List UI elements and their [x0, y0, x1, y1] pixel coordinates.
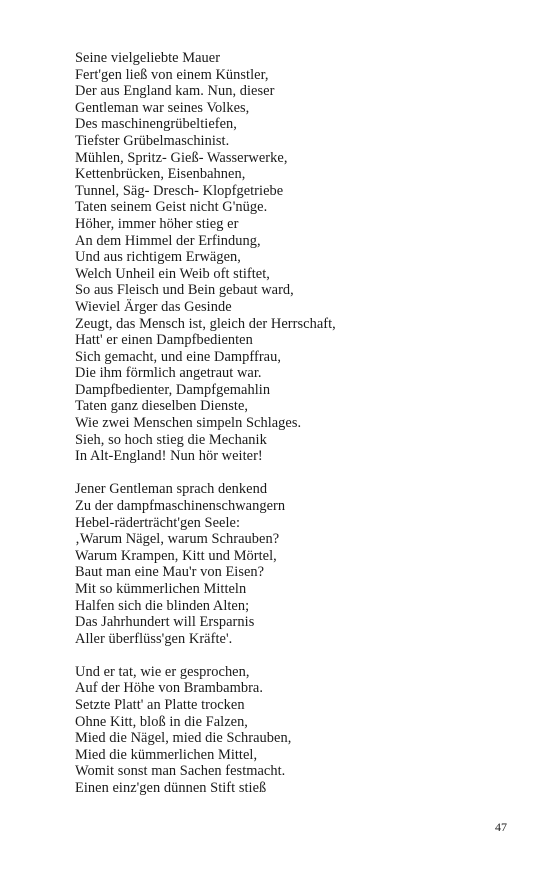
- poem-line: Einen einz'gen dünnen Stift stieß: [75, 779, 267, 796]
- poem-line: Und aus richtigem Erwägen,: [75, 249, 241, 266]
- poem-line: Dampfbedienter, Dampfgemahlin: [75, 381, 271, 398]
- poem-line: Halfen sich die blinden Alten;: [75, 597, 250, 614]
- poem-line: Tunnel, Säg- Dresch- Klopfgetriebe: [75, 182, 284, 199]
- poem-line: Warum Krampen, Kitt und Mörtel,: [75, 547, 277, 564]
- poem-line: So aus Fleisch und Bein gebaut ward,: [75, 282, 294, 299]
- poem-line: Aller überflüss'gen Kräfte'.: [75, 630, 233, 647]
- poem-line: Womit sonst man Sachen festmacht.: [75, 763, 286, 780]
- poem-line: Sich gemacht, und eine Dampffrau,: [75, 348, 281, 365]
- poem-line: Setzte Platt' an Platte trocken: [75, 696, 245, 713]
- poem-line: ‚Warum Nägel, warum Schrauben?: [75, 531, 280, 548]
- poem-line: Zu der dampfmaschinenschwangern: [75, 497, 286, 514]
- page-number: 47: [495, 820, 507, 834]
- poem-line: Hatt' er einen Dampfbedienten: [75, 332, 253, 349]
- poem-line: Mied die Nägel, mied die Schrauben,: [75, 730, 292, 747]
- poem-line: Und er tat, wie er gesprochen,: [75, 663, 250, 680]
- poem-line: Wie zwei Menschen simpeln Schlages.: [75, 415, 302, 432]
- poem-line: Auf der Höhe von Brambambra.: [75, 680, 264, 697]
- poem-line: Zeugt, das Mensch ist, gleich der Herrschaft,: [75, 315, 336, 332]
- poem-line: Die ihm förmlich angetraut war.: [75, 365, 262, 382]
- poem-line: Sieh, so hoch stieg die Mechanik: [75, 431, 267, 448]
- poem-line: Fert'gen ließ von einem Künstler,: [75, 66, 269, 83]
- stanza-3: [75, 664, 515, 797]
- poem-line: Seine vielgeliebte Mauer: [75, 50, 221, 66]
- stanza-2: [75, 481, 515, 647]
- poem-line: An dem Himmel der Erfindung,: [75, 232, 261, 249]
- poem-line: Jener Gentleman sprach denkend: [75, 481, 268, 498]
- poem-line: Baut man eine Mau'r von Eisen?: [75, 564, 265, 581]
- poem-line: Taten seinem Geist nicht G'nüge.: [75, 199, 268, 216]
- poem-line: Höher, immer höher stieg er: [75, 215, 239, 232]
- poem-line: Mühlen, Spritz- Gieß- Wasserwerke,: [75, 149, 288, 166]
- poem-line: Mit so kümmerlichen Mitteln: [75, 580, 247, 597]
- poem-line: Wieviel Ärger das Gesinde: [75, 298, 232, 315]
- poem-text: [75, 50, 515, 797]
- poem-line: Gentleman war seines Volkes,: [75, 99, 250, 116]
- poem-line: Der aus England kam. Nun, dieser: [75, 83, 275, 100]
- stanza-1: [75, 50, 515, 465]
- poem-line: Welch Unheil ein Weib oft stiftet,: [75, 265, 270, 282]
- poem-line: Des maschinengrübeltiefen,: [75, 116, 237, 133]
- poem-line: Hebel-räderträcht'gen Seele:: [75, 514, 240, 531]
- poem-line: Mied die kümmerlichen Mittel,: [75, 746, 258, 763]
- poem-line: Taten ganz dieselben Dienste,: [75, 398, 249, 415]
- poem-line: Das Jahrhundert will Ersparnis: [75, 614, 255, 631]
- poem-line: Tiefster Grübelmaschinist.: [75, 132, 230, 149]
- poem-line: Ohne Kitt, bloß in die Falzen,: [75, 713, 248, 730]
- poem-line: Kettenbrücken, Eisenbahnen,: [75, 166, 246, 183]
- poem-line: In Alt-England! Nun hör weiter!: [75, 448, 263, 465]
